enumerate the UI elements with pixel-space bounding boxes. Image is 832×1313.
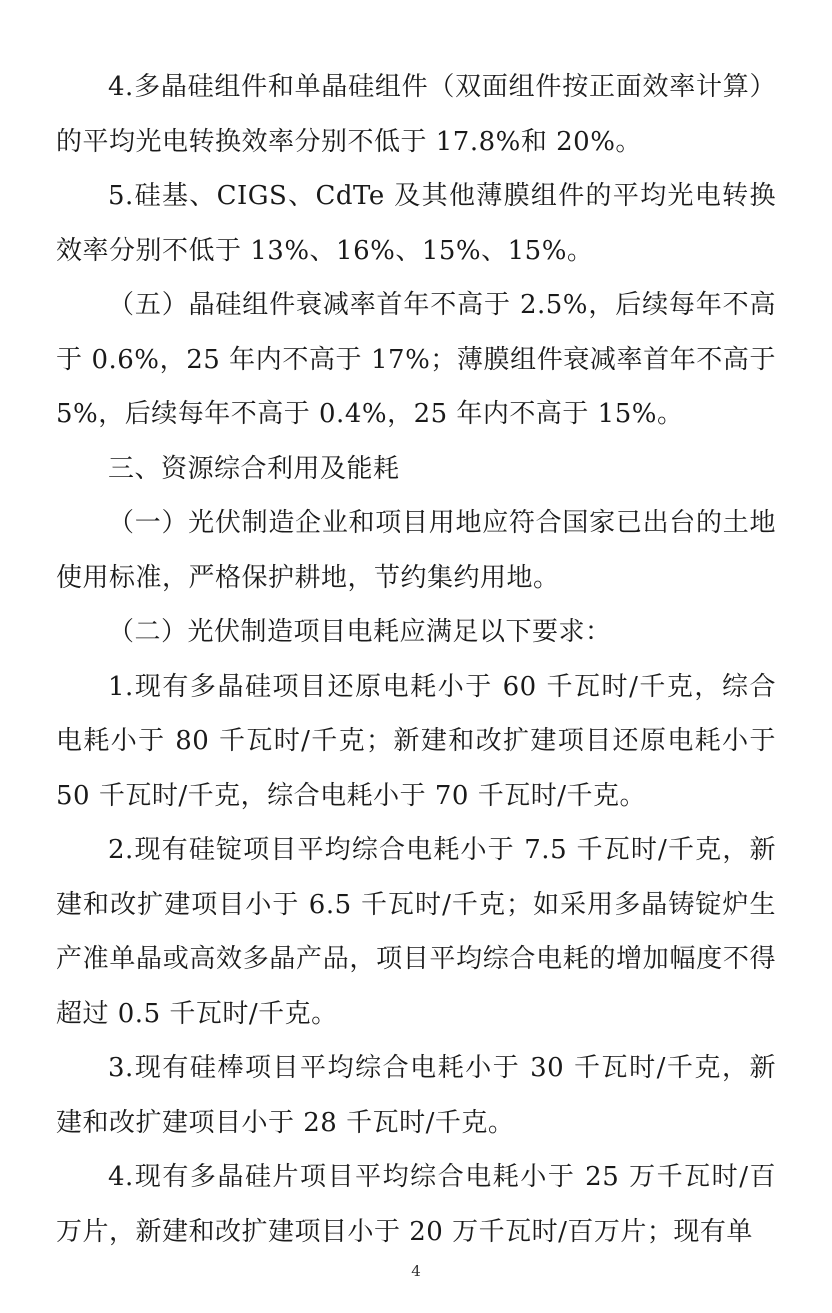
paragraph-rod-power: 3.现有硅棒项目平均综合电耗小于 30 千瓦时/千克，新建和改扩建项目小于 28 千瓦时/千克。 bbox=[56, 1053, 776, 1138]
paragraph-ingot-power: 2.现有硅锭项目平均综合电耗小于 7.5 千瓦时/千克，新建和改扩建项目小于 6.5 千瓦时/千克；如采用多晶铸锭炉生产准单晶或高效多晶产品，项目平均综合电耗的增加幅度不得超过 0.5 千瓦时/千克。 bbox=[56, 835, 776, 1029]
paragraph-module-efficiency: 4.多晶硅组件和单晶硅组件（双面组件按正面效率计算）的平均光电转换效率分别不低于 17.8%和 20%。 bbox=[56, 72, 776, 157]
paragraph-land-use: （一）光伏制造企业和项目用地应符合国家已出台的土地使用标准，严格保护耕地，节约集约用地。 bbox=[56, 508, 776, 593]
paragraph-wafer-power: 4.现有多晶硅片项目平均综合电耗小于 25 万千瓦时/百万片，新建和改扩建项目小于 20 万千瓦时/百万片；现有单 bbox=[56, 1162, 776, 1247]
paragraph-thin-film-efficiency: 5.硅基、CIGS、CdTe 及其他薄膜组件的平均光电转换效率分别不低于 13%、16%、15%、15%。 bbox=[56, 181, 776, 266]
paragraph-power-requirements: （二）光伏制造项目电耗应满足以下要求： bbox=[108, 617, 612, 647]
page-number: 4 bbox=[411, 1262, 421, 1280]
section-heading: 三、资源综合利用及能耗 bbox=[108, 453, 400, 484]
paragraph-degradation-rate: （五）晶硅组件衰减率首年不高于 2.5%，后续每年不高于 0.6%，25 年内不高于 17%；薄膜组件衰减率首年不高于 5%，后续每年不高于 0.4%，25 年内不高于 15%。 bbox=[56, 290, 776, 429]
paragraph-polysilicon-power: 1.现有多晶硅项目还原电耗小于 60 千瓦时/千克，综合电耗小于 80 千瓦时/千克；新建和改扩建项目还原电耗小于 50 千瓦时/千克，综合电耗小于 70 千瓦时/千克。 bbox=[56, 671, 776, 811]
